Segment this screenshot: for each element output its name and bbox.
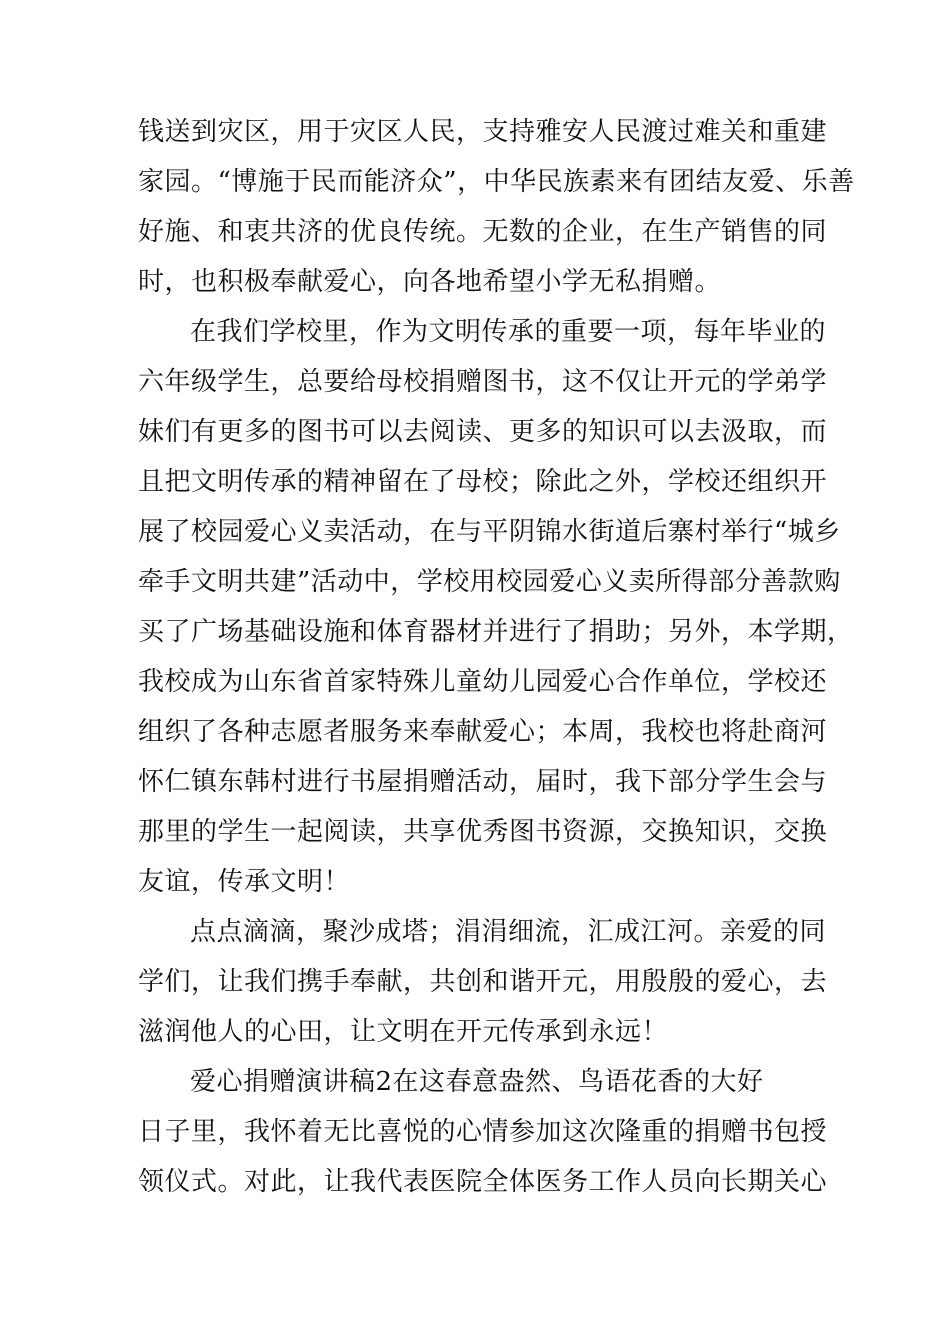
text-line: 钱送到灾区，用于灾区人民，支持雅安人民渡过难关和重建: [138, 117, 828, 147]
text-line: 组织了各种志愿者服务来奉献爱心；本周，我校也将赴商河: [138, 717, 828, 747]
text-line: 家园。“博施于民而能济众”，中华民族素来有团结友爱、乐善: [138, 167, 855, 197]
text-line: 好施、和衷共济的优良传统。无数的企业，在生产销售的同: [138, 217, 828, 247]
text-line: 友谊，传承文明！: [138, 867, 351, 897]
text-line: 那里的学生一起阅读，共享优秀图书资源，交换知识，交换: [138, 817, 828, 847]
text-line: 买了广场基础设施和体育器材并进行了捐助；另外，本学期，: [138, 617, 854, 647]
text-line: 日子里，我怀着无比喜悦的心情参加这次隆重的捐赠书包授: [138, 1117, 828, 1147]
text-line: 领仪式。对此，让我代表医院全体医务工作人员向长期关心: [138, 1167, 828, 1197]
text-line: 我校成为山东省首家特殊儿童幼儿园爱心合作单位，学校还: [138, 667, 828, 697]
text-line: 时，也积极奉献爱心，向各地希望小学无私捐赠。: [138, 267, 722, 297]
text-line: 牵手文明共建”活动中，学校用校园爱心义卖所得部分善款购: [138, 567, 841, 597]
text-line: 学们，让我们携手奉献，共创和谐开元，用殷殷的爱心，去: [138, 967, 828, 997]
text-line: 展了校园爱心义卖活动，在与平阴锦水街道后寨村举行“城乡: [138, 517, 841, 547]
text-line: 爱心捐赠演讲稿2在这春意盎然、鸟语花香的大好: [190, 1067, 764, 1097]
body-text: [138, 107, 855, 1207]
text-line: 滋润他人的心田，让文明在开元传承到永远！: [138, 1017, 669, 1047]
text-line: 怀仁镇东韩村进行书屋捐赠活动，届时，我下部分学生会与: [138, 767, 828, 797]
text-line: 在我们学校里，作为文明传承的重要一项，每年毕业的: [190, 317, 827, 347]
text-line: 点点滴滴，聚沙成塔；涓涓细流，汇成江河。亲爱的同: [190, 917, 827, 947]
text-line: 妹们有更多的图书可以去阅读、更多的知识可以去汲取，而: [138, 417, 828, 447]
text-line: 且把文明传承的精神留在了母校；除此之外，学校还组织开: [138, 467, 828, 497]
text-line: 六年级学生，总要给母校捐赠图书，这不仅让开元的学弟学: [138, 367, 828, 397]
